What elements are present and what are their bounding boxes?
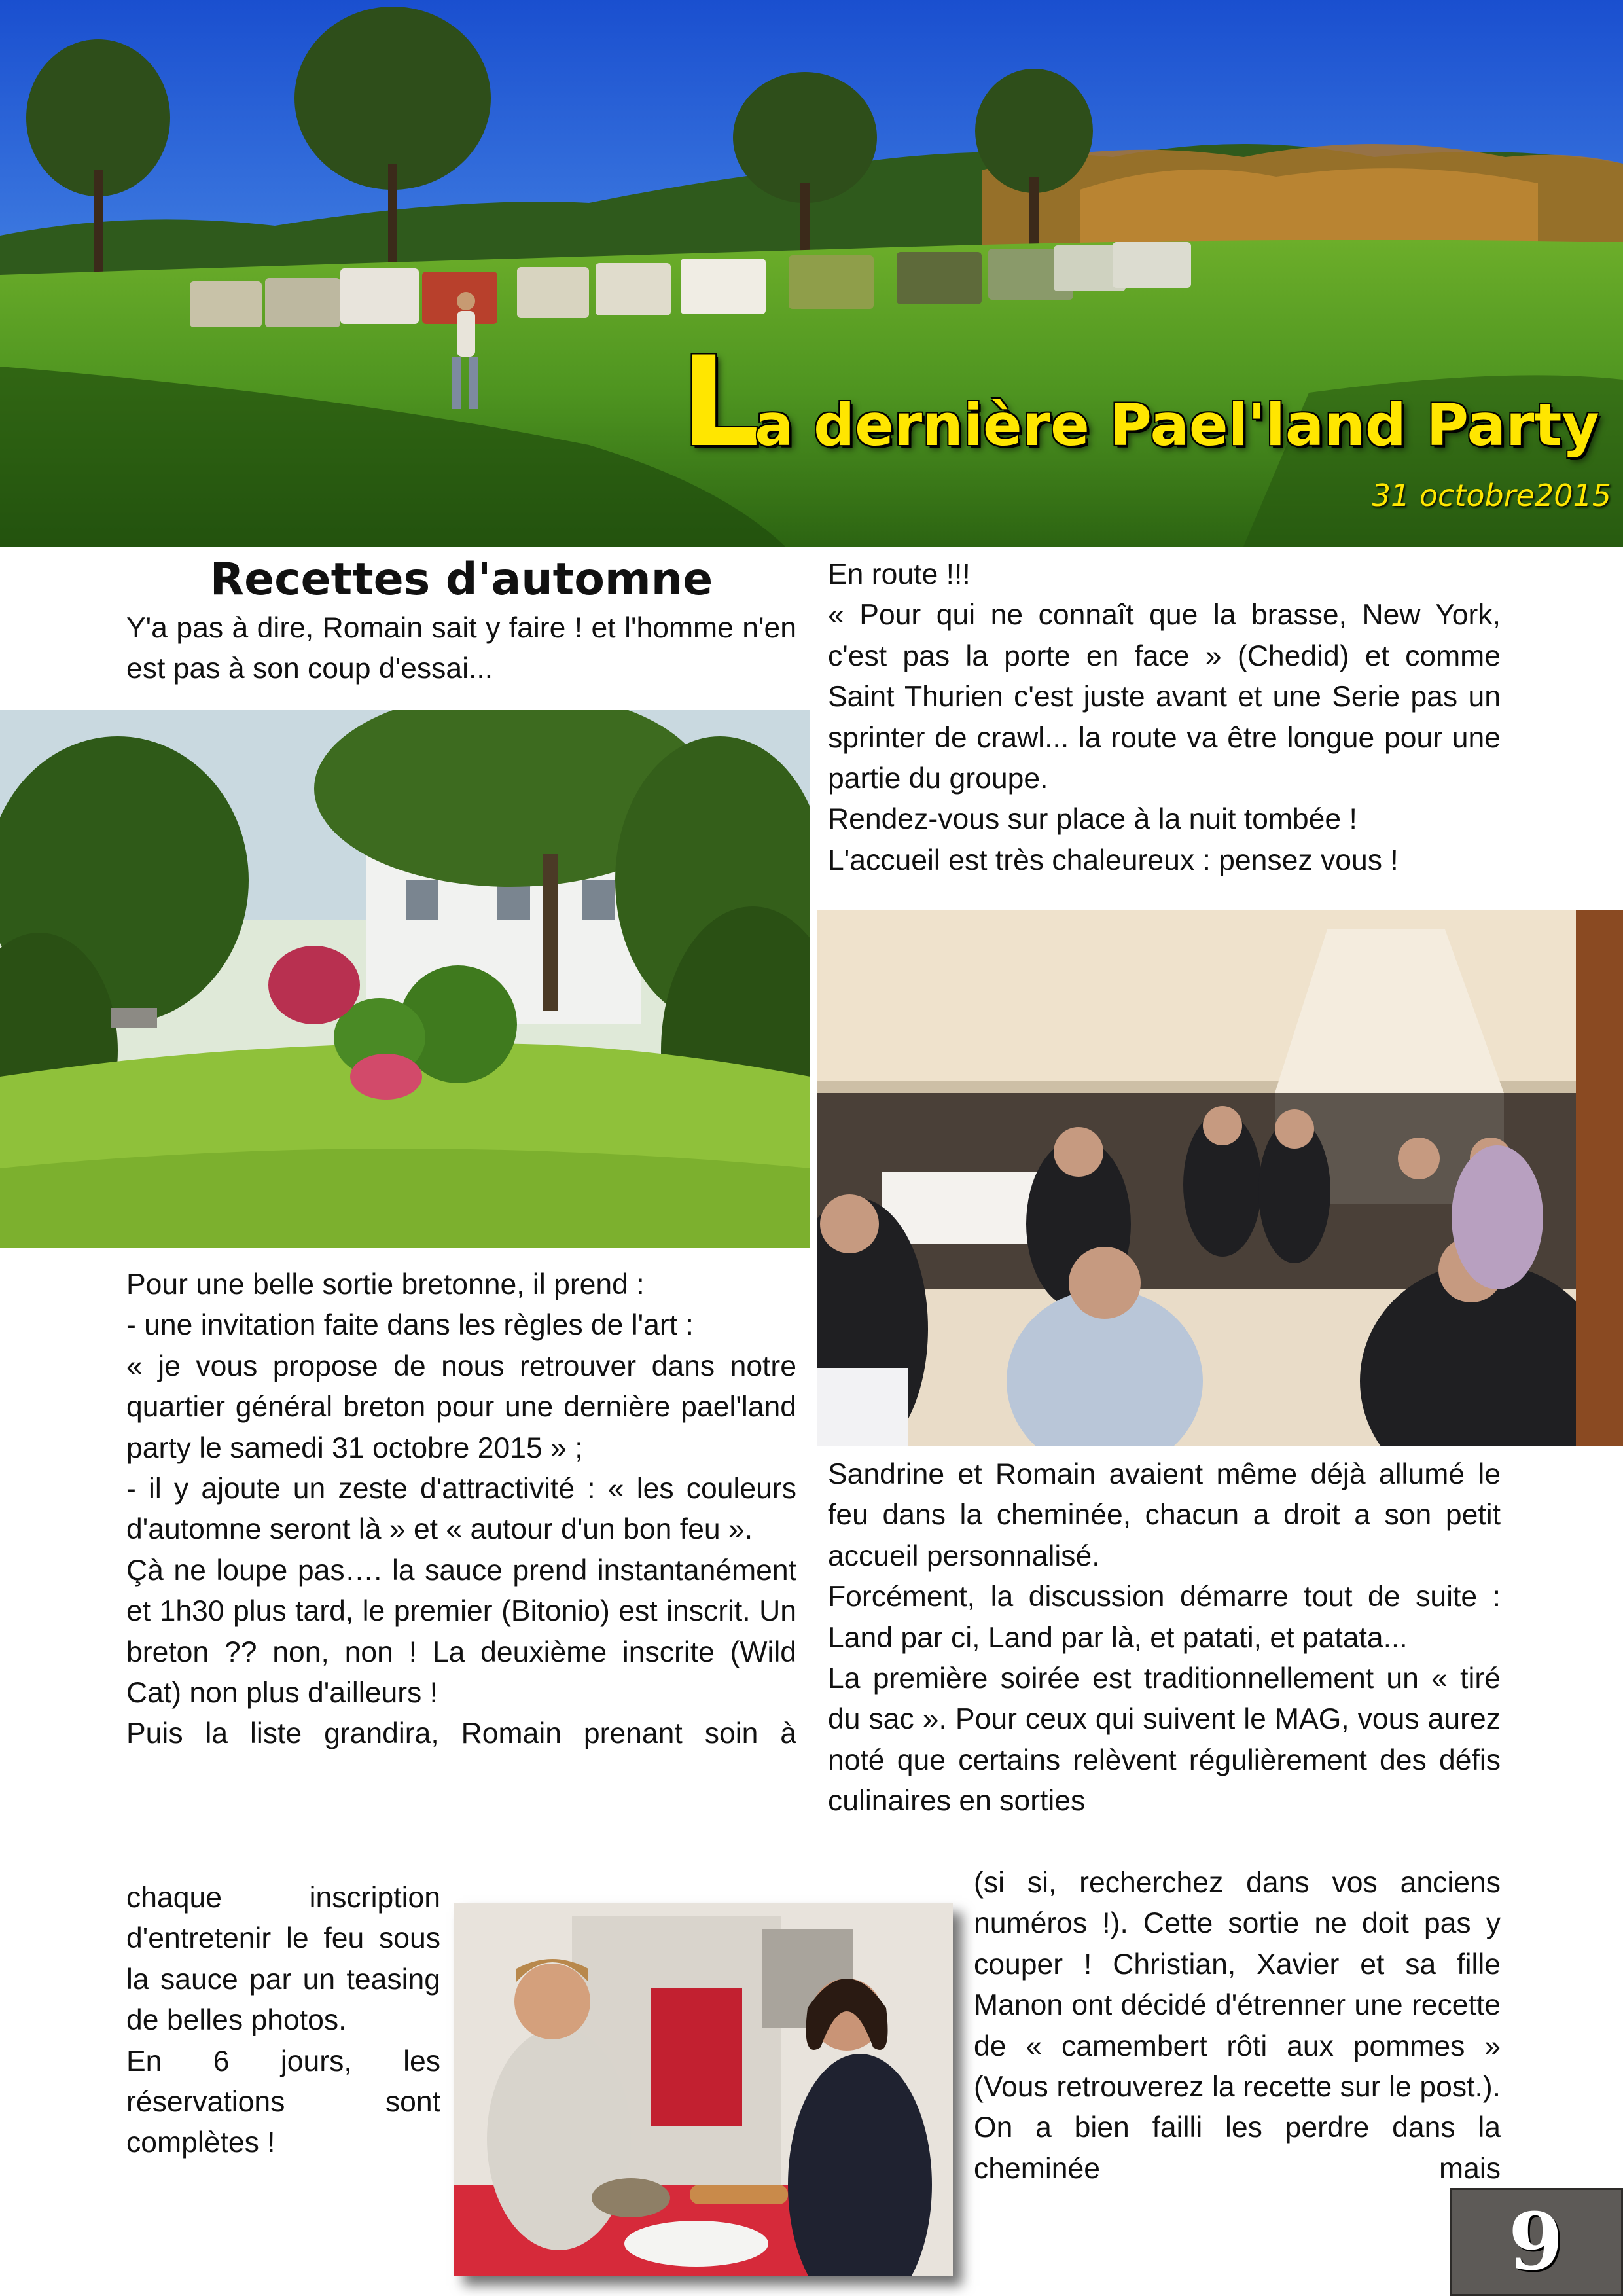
kitchen-photo [454, 1903, 953, 2276]
title-drop-initial: L [681, 330, 760, 475]
right-middle-body [828, 1454, 1501, 1822]
title-text: a dernière Pael'land Party [755, 391, 1599, 459]
left-paragraph: Pour une belle sortie bretonne, il prend : [126, 1268, 645, 1300]
living-room-image [817, 910, 1623, 1446]
left-narrow-paragraph: chaque inscription d'entretenir le feu sous la sauce par un teasing de belles photos. [126, 1882, 440, 2037]
right-paragraph: L'accueil est très chaleureux : pensez vous ! [828, 844, 1399, 876]
right-paragraph: Forcément, la discussion démarre tout de suite : Land par ci, Land par là, et patati, et patata... [828, 1581, 1501, 1654]
left-paragraph: Çà ne loupe pas…. la sauce prend instantanément et 1h30 plus tard, le premier (Bitonio) est inscrit. Un breton ?? non, non ! La deuxième inscrite (Wild Cat) non plus d'ailleurs ! [126, 1554, 796, 1710]
right-narrow-paragraph: (si si, recherchez dans vos anciens numéros !). Cette sortie ne doit pas y couper ! Christian, Xavier et sa fille Manon ont décidé d'étrenner une recette de « camembert rôti aux pommes » (Vous retrouverez la recette sur le post.). On a bien failli les perdre dans la cheminée mais [974, 1867, 1501, 2185]
intro-paragraph [126, 608, 796, 693]
right-top-body [828, 554, 1501, 881]
left-body [126, 1265, 796, 1755]
article-date: 31 octobre2015 [1371, 478, 1611, 513]
section-title: Recettes d'automne [209, 554, 713, 605]
left-paragraph: Puis la liste grandira, Romain prenant soin à [126, 1717, 796, 1750]
right-paragraph: « Pour qui ne connaît que la brasse, New York, c'est pas la porte en face » (Chedid) et comme Saint Thurien c'est juste avant et une Serie pas un sprinter de crawl... la route va être longue pour une partie du groupe. [828, 599, 1501, 795]
left-narrow-body [126, 1878, 440, 2164]
page-number: 9 [1508, 2196, 1563, 2288]
garden-photo [0, 710, 810, 1248]
left-paragraph: « je vous propose de nous retrouver dans notre quartier général breton pour une dernière pael'land party le samedi 31 octobre 2015 » ; [126, 1350, 796, 1464]
page-number-badge [1450, 2188, 1623, 2296]
left-paragraph: - une invitation faite dans les règles de l'art : [126, 1309, 694, 1342]
intro-text: Y'a pas à dire, Romain sait y faire ! et l'homme n'en est pas à son coup d'essai... [126, 612, 796, 685]
right-paragraph: En route !!! [828, 558, 971, 590]
right-paragraph: Sandrine et Romain avaient même déjà allumé le feu dans la cheminée, chacun a droit a son petit accueil personnalisé. [828, 1458, 1501, 1572]
left-narrow-paragraph: En 6 jours, les réservations sont complètes ! [126, 2045, 440, 2159]
right-paragraph: La première soirée est traditionnellement un « tiré du sac ». Pour ceux qui suivent le MAG, vous aurez noté que certains relèvent régulièrement des défis culinaires en sorties [828, 1662, 1501, 1818]
left-paragraph: - il y ajoute un zeste d'attractivité : « les couleurs d'automne seront là » et « autour d'un bon feu ». [126, 1473, 796, 1546]
right-narrow-body [974, 1863, 1501, 2189]
kitchen-image [454, 1903, 953, 2276]
right-paragraph: Rendez-vous sur place à la nuit tombée ! [828, 803, 1357, 836]
header-panorama [0, 0, 1623, 547]
garden-image [0, 710, 810, 1248]
article-title [681, 330, 1599, 484]
living-room-photo [817, 910, 1623, 1446]
